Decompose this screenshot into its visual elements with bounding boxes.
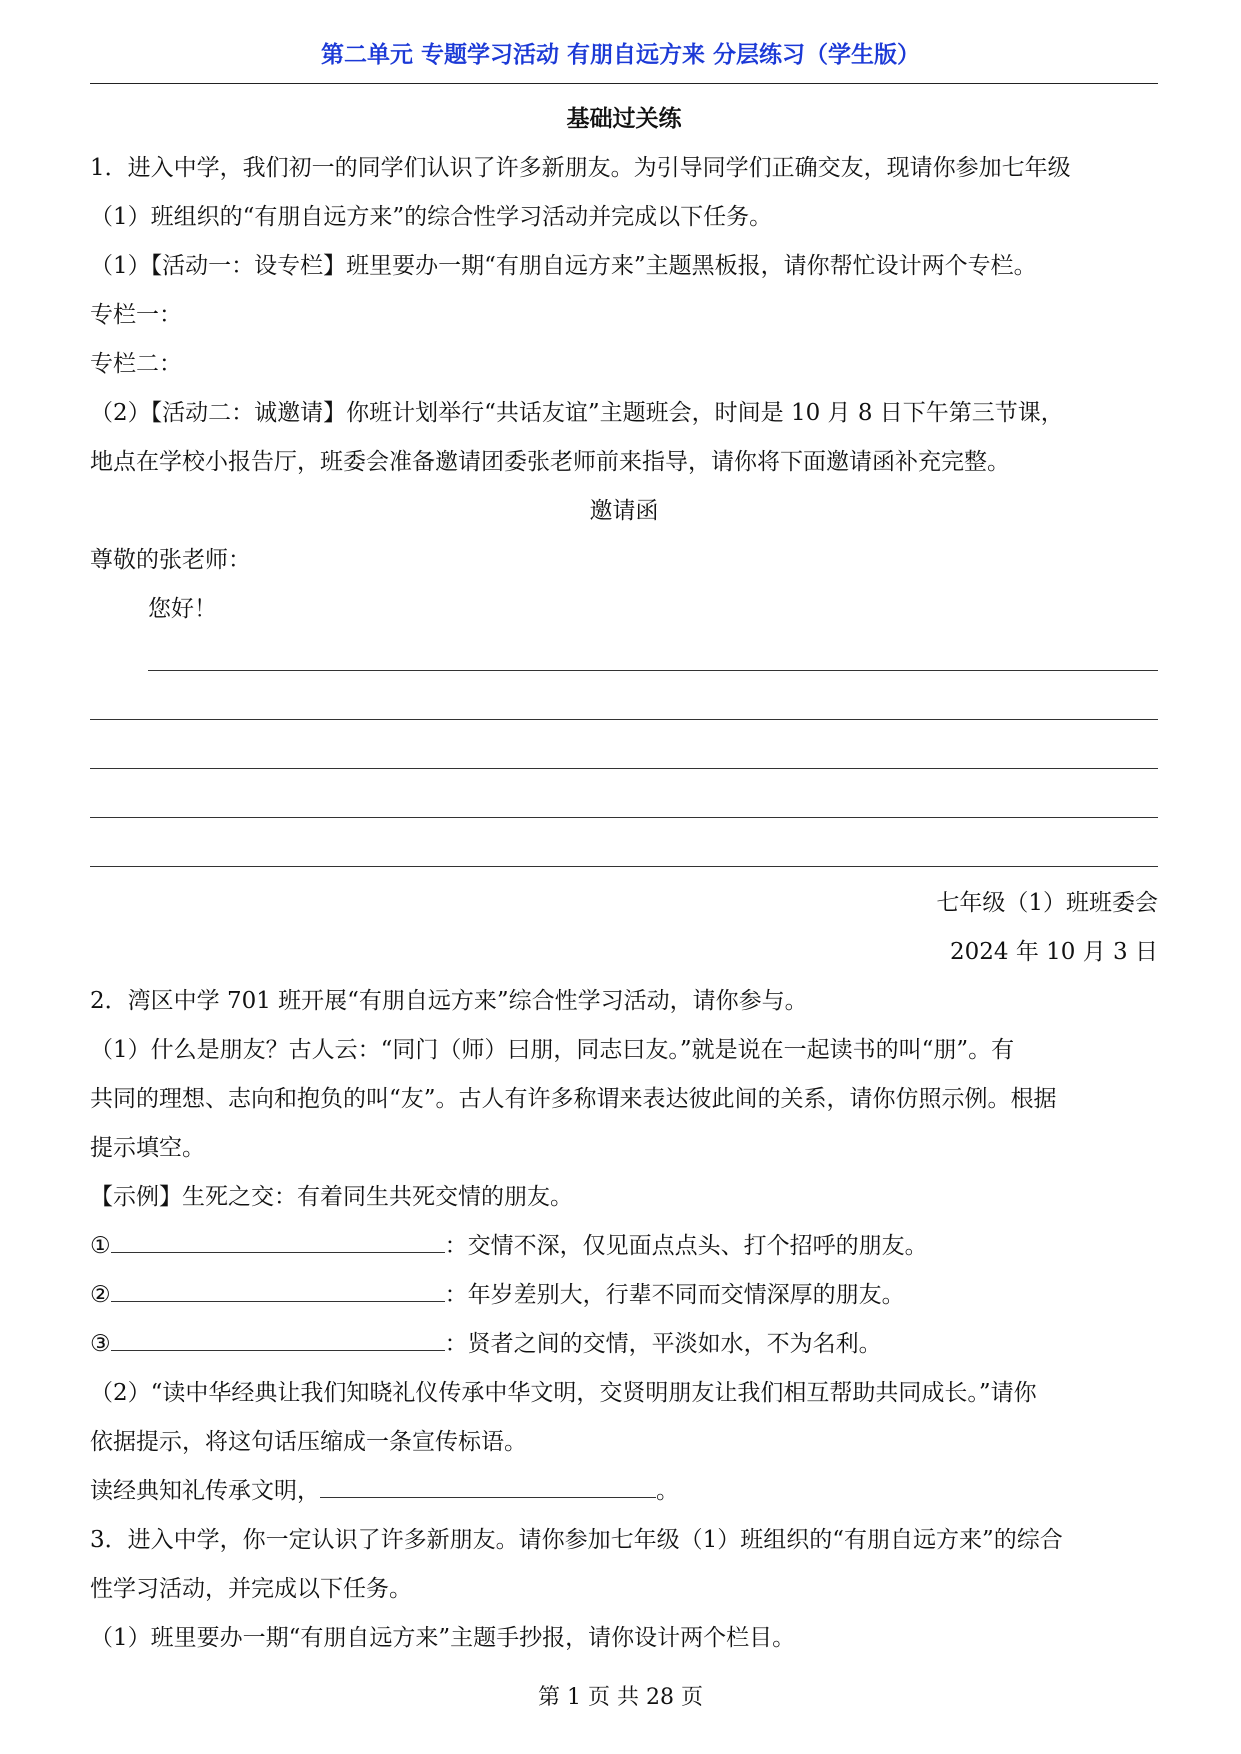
header-divider: [90, 83, 1158, 84]
q1-column2-label: 专栏二：: [90, 351, 182, 377]
q3-part1: （1）班里要办一期“有朋自远方来”主题手抄报，请你设计两个栏目。: [90, 1625, 796, 1651]
answer-blank-line[interactable]: [90, 781, 1158, 830]
q1-column1-label: 专栏一：: [90, 302, 182, 328]
page-header-title: 第二单元 专题学习活动 有朋自远方来 分层练习（学生版）: [320, 42, 921, 68]
q2-part2-line2: 依据提示，将这句话压缩成一条宣传标语。: [90, 1429, 527, 1455]
answer-blank[interactable]: [111, 1326, 445, 1351]
slogan-prefix: 读经典知礼传承文明，: [90, 1478, 320, 1504]
q2-example: 【示例】生死之交：有着同生共死交情的朋友。: [90, 1184, 573, 1210]
answer-blank-line[interactable]: [90, 732, 1158, 781]
item-description: ：年岁差别大，行辈不同而交情深厚的朋友。: [444, 1282, 905, 1308]
q2-part1-line3: 提示填空。: [90, 1135, 205, 1161]
q1-part1: （1）【活动一：设专栏】班里要办一期“有朋自远方来”主题黑板报，请你帮忙设计两个专栏。: [90, 253, 1037, 279]
q2-fill-item-3: [90, 1320, 1158, 1369]
letter-signature: 七年级（1）班班委会: [936, 890, 1158, 916]
q2-part2-line1: （2）“读中华经典让我们知晓礼仪传承中华文明，交贤明朋友让我们相互帮助共同成长。”请你: [90, 1380, 1037, 1406]
item-description: ：贤者之间的交情，平淡如水，不为名利。: [444, 1331, 882, 1357]
letter-date: 2024 年 10 月 3 日: [950, 939, 1158, 965]
q1-stem-line1: 1．进入中学，我们初一的同学们认识了许多新朋友。为引导同学们正确交友，现请你参加七年级: [90, 155, 1071, 181]
letter-greeting: 您好！: [148, 596, 217, 622]
slogan-suffix: 。: [656, 1478, 679, 1504]
answer-blank[interactable]: [111, 1228, 445, 1253]
letter-title: 邀请函: [589, 498, 659, 524]
q2-slogan-line: [90, 1467, 1158, 1516]
q1-part2-line2: 地点在学校小报告厅，班委会准备邀请团委张老师前来指导，请你将下面邀请函补充完整。: [90, 449, 1010, 475]
q2-part1-line1: （1）什么是朋友？古人云：“同门（师）曰朋，同志曰友。”就是说在一起读书的叫“朋”。有: [90, 1037, 1015, 1063]
item-number: ③: [90, 1331, 111, 1357]
item-number: ①: [90, 1233, 111, 1259]
answer-blank[interactable]: [111, 1277, 445, 1302]
letter-salutation: 尊敬的张老师：: [90, 547, 251, 573]
item-description: ：交情不深，仅见面点点头、打个招呼的朋友。: [444, 1233, 928, 1259]
q3-stem-line1: 3．进入中学，你一定认识了许多新朋友。请你参加七年级（1）班组织的“有朋自远方来”的综合: [90, 1527, 1063, 1553]
item-number: ②: [90, 1282, 111, 1308]
q3-stem-line2: 性学习活动，并完成以下任务。: [90, 1576, 412, 1602]
q2-fill-item-1: [90, 1222, 1158, 1271]
section-title: 基础过关练: [566, 106, 682, 132]
answer-blank-line[interactable]: [90, 830, 1158, 879]
document-body: [90, 95, 1158, 1663]
q2-fill-item-2: [90, 1271, 1158, 1320]
answer-blank[interactable]: [320, 1473, 656, 1498]
q1-part2-line1: （2）【活动二：诚邀请】你班计划举行“共话友谊”主题班会，时间是 10 月 8 日下午第三节课，: [90, 400, 1064, 426]
answer-blank-line[interactable]: [90, 683, 1158, 732]
q2-part1-line2: 共同的理想、志向和抱负的叫“友”。古人有许多称谓来表达彼此间的关系，请你仿照示例。根据: [90, 1086, 1057, 1112]
q2-stem: 2．湾区中学 701 班开展“有朋自远方来”综合性学习活动，请你参与。: [90, 988, 808, 1014]
q1-stem-line2: （1）班组织的“有朋自远方来”的综合性学习活动并完成以下任务。: [90, 204, 773, 230]
answer-blank-line[interactable]: [90, 634, 1158, 683]
page-number-footer: 第 1 页 共 28 页: [538, 1685, 703, 1710]
